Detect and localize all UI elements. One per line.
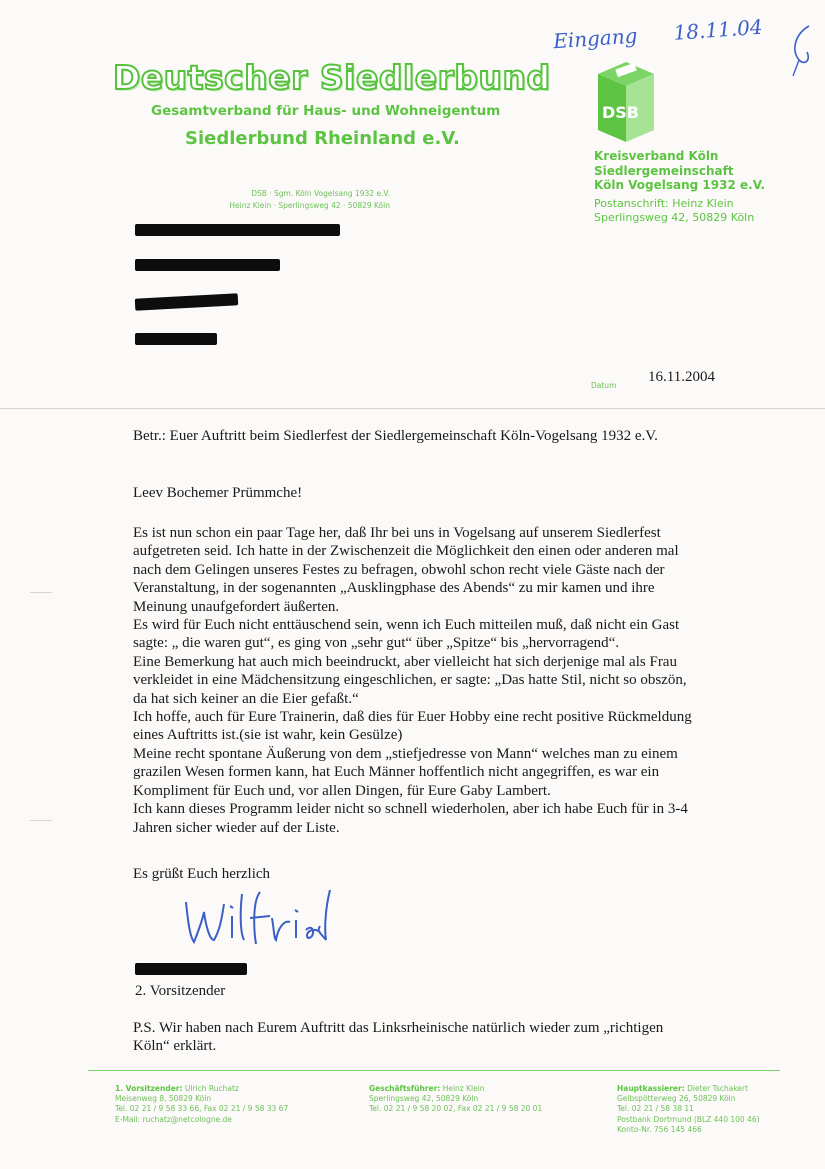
postal-line: Sperlingsweg 42, 50829 Köln bbox=[594, 211, 755, 224]
emblem-text: DSB bbox=[602, 103, 639, 122]
redacted-recipient-line bbox=[135, 293, 238, 310]
sender-line: DSB · Sgm. Köln Vogelsang 1932 e.V. bbox=[251, 189, 390, 198]
body-line: nach dem Gelingen unseres Festes zu befragen, obwohl schon recht viele Gäste nach der bbox=[133, 561, 665, 578]
footer-line: E-Mail: ruchatz@netcologne.de bbox=[115, 1114, 232, 1124]
redacted-recipient-line bbox=[135, 333, 217, 345]
redacted-recipient-line bbox=[135, 259, 280, 271]
footer-line: Gelbspötterweg 26, 50829 Köln bbox=[617, 1094, 736, 1104]
footer-line: Konto-Nr. 756 145 466 bbox=[617, 1124, 702, 1134]
letter-body bbox=[133, 524, 773, 837]
closing: Es grüßt Euch herzlich bbox=[133, 866, 271, 882]
body-line: Kompliment für Euch und, vor allen Dingen, für Eure Gaby Lambert. bbox=[133, 782, 551, 799]
stamp-text: Eingang bbox=[552, 23, 639, 54]
kreisverband-block bbox=[594, 149, 765, 193]
footer-rule bbox=[88, 1070, 780, 1071]
salutation: Leev Bochemer Prümmche! bbox=[133, 485, 303, 501]
body-line: Ich hoffe, auch für Eure Trainerin, daß dies für Euer Hobby eine recht positive Rückmeldung bbox=[133, 709, 692, 726]
footer-line: Postbank Dortmund (BLZ 440 100 46) bbox=[617, 1114, 760, 1124]
body-line: eines Auftritts ist.(sie ist wahr, kein Gesülze) bbox=[133, 727, 403, 744]
footer-line: Tel. 02 21 / 58 38 11 bbox=[617, 1104, 694, 1114]
body-line: Meinung unaufgefordert äußerten. bbox=[133, 598, 340, 615]
redacted-signer-name bbox=[135, 963, 247, 975]
footer-name: Ulrich Ruchatz bbox=[184, 1084, 239, 1093]
postal-address bbox=[594, 197, 754, 225]
org-subtitle: Gesamtverband für Haus- und Wohneigentum bbox=[151, 103, 501, 119]
margin-mark bbox=[30, 820, 52, 821]
footer-line: Meisenweg 8, 50829 Köln bbox=[115, 1094, 212, 1104]
kreisverband-line: Siedlergemeinschaft bbox=[594, 163, 734, 178]
footer-line: Tel. 02 21 / 9 58 20 02, Fax 02 21 / 9 58 20 01 bbox=[369, 1104, 543, 1114]
footer-treasurer bbox=[617, 1084, 760, 1135]
fold-line bbox=[0, 408, 825, 409]
footer-manager bbox=[369, 1084, 542, 1115]
footer-chairman bbox=[115, 1084, 288, 1125]
postscript bbox=[133, 1019, 773, 1056]
signer-title: 2. Vorsitzender bbox=[135, 983, 226, 999]
body-line: Ich kann dieses Programm leider nicht so schnell wiederholen, aber ich habe Euch für in 3-4 bbox=[133, 801, 688, 818]
footer-label: 1. Vorsitzender: bbox=[115, 1084, 183, 1093]
footer-name: Dieter Tschakert bbox=[687, 1084, 749, 1093]
body-line: Es ist nun schon ein paar Tage her, daß Ihr bei uns in Vogelsang auf unserem Siedlerfest bbox=[133, 525, 661, 541]
footer-label: Geschäftsführer: bbox=[369, 1084, 441, 1093]
kreisverband-line: Kreisverband Köln bbox=[594, 149, 719, 163]
letter-date: 16.11.2004 bbox=[648, 369, 715, 385]
body-line: sagte: „ die waren gut“, es ging von „sehr gut“ über „Spitze“ bis „hervorragend“. bbox=[133, 635, 620, 652]
body-line: aufgetreten seid. Ich hatte in der Zwischenzeit die Möglichkeit den einen oder anderen mal bbox=[133, 543, 679, 560]
redacted-recipient-line bbox=[135, 224, 340, 236]
body-line: Veranstaltung, in der sogenannten „Ausklingphase des Abends“ zu mir kamen und ihre bbox=[133, 580, 655, 597]
body-line: Es wird für Euch nicht enttäuschend sein, wenn ich Euch mitteilen muß, daß nicht ein Gast bbox=[133, 617, 680, 634]
body-line: Jahren sicher wieder auf der Liste. bbox=[133, 819, 340, 836]
footer-name: Heinz Klein bbox=[442, 1084, 485, 1093]
footer-label: Hauptkassierer: bbox=[617, 1084, 685, 1093]
footer-line: Tel. 02 21 / 9 58 33 66, Fax 02 21 / 9 58 33 67 bbox=[115, 1104, 289, 1114]
kreisverband-line: Köln Vogelsang 1932 e.V. bbox=[594, 178, 766, 192]
stamp-date: 18.11.04 bbox=[672, 14, 764, 45]
ps-line: Köln“ erklärt. bbox=[133, 1038, 217, 1055]
body-line: Eine Bemerkung hat auch mich beeindruckt, aber vielleicht hat sich derjenige mal als Frau bbox=[133, 653, 677, 670]
margin-mark bbox=[30, 592, 52, 593]
ps-line: P.S. Wir haben nach Eurem Auftritt das Linksrheinische natürlich wieder zum „richtigen bbox=[133, 1020, 664, 1036]
org-region: Siedlerbund Rheinland e.V. bbox=[185, 128, 460, 149]
body-line: grazilen Wesen formen kann, hat Euch Männer hoffentlich nicht angegriffen, es war ein bbox=[133, 764, 660, 781]
sender-return-line bbox=[170, 188, 390, 212]
postal-line: Postanschrift: Heinz Klein bbox=[594, 197, 734, 210]
handwritten-signature bbox=[180, 882, 340, 952]
dsb-emblem bbox=[594, 60, 659, 144]
date-label: Datum bbox=[591, 381, 617, 390]
handwritten-mark bbox=[785, 20, 815, 80]
receipt-stamp bbox=[552, 15, 763, 54]
body-line: Meine recht spontane Äußerung von dem „stiefjedresse von Mann“ welches man zu einem bbox=[133, 745, 678, 762]
subject-line: Betr.: Euer Auftritt beim Siedlerfest der Siedlergemeinschaft Köln-Vogelsang 1932 e.V. bbox=[133, 428, 658, 444]
body-line: verkleidet in eine Mädchensitzung eingeschlichen, er sagte: „Das hatte Stil, nicht so obszön, bbox=[133, 672, 687, 689]
body-line: da hat sich keiner an die Eier gefaßt.“ bbox=[133, 690, 359, 707]
footer-line: Sperlingsweg 42, 50829 Köln bbox=[369, 1094, 479, 1104]
org-logo-title: Deutscher Siedlerbund bbox=[113, 58, 551, 97]
sender-line: Heinz Klein · Sperlingsweg 42 · 50829 Köln bbox=[229, 201, 390, 210]
